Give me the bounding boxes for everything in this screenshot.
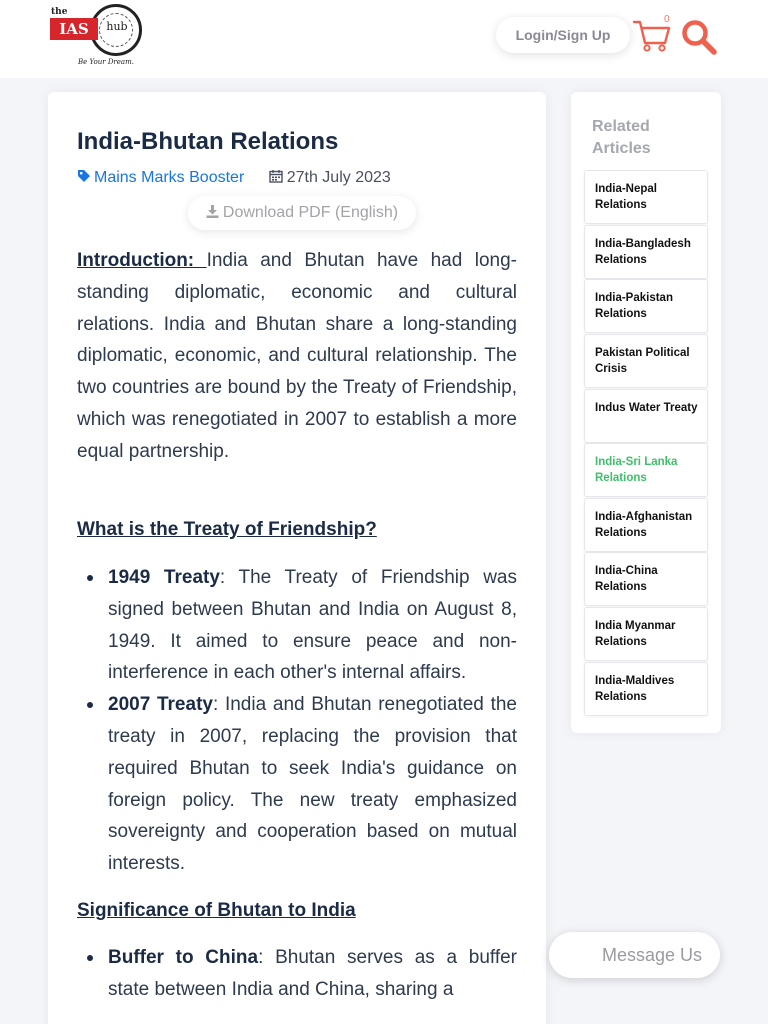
related-articles-title: Related Articles <box>592 118 651 157</box>
related-item-india-bangladesh[interactable]: India-Bangladesh Relations <box>584 225 708 279</box>
list-item <box>77 942 517 1006</box>
introduction-label: Introduction: <box>77 250 207 271</box>
related-articles-panel <box>571 92 721 733</box>
related-item-india-pakistan[interactable]: India-Pakistan Relations <box>584 279 708 333</box>
category-link[interactable]: Mains Marks Booster <box>94 169 245 186</box>
logo-tagline: Be Your Dream. <box>78 58 134 66</box>
related-item-india-myanmar[interactable]: India Myanmar Relations <box>584 607 708 661</box>
list-item-title: 1949 Treaty <box>108 567 220 588</box>
significance-heading: Significance of Bhutan to India <box>77 900 356 921</box>
cart-count-badge: 0 <box>664 14 670 25</box>
article-date: 27th July 2023 <box>286 169 391 186</box>
introduction-text: India and Bhutan have had long-standing diplomatic, economic and cultural relations. India and Bhutan share a long-standing diplomatic, economic, and cultural relationship. The two countries are bound by the Treaty of Friendship, which was renegotiated in 2007 to establish a more equal partnership. <box>77 250 517 462</box>
download-pdf-label: Download PDF (English) <box>222 204 399 221</box>
list-item-text: : India and Bhutan renegotiated the treaty in 2007, replacing the provision that required Bhutan to seek India's guidance on foreign policy. The new treaty emphasized sovereignty and cooperation based on mutual interests. <box>108 694 517 875</box>
logo-the-text: the <box>51 7 68 17</box>
article-card <box>48 92 546 1024</box>
calendar-icon <box>269 169 283 183</box>
search-icon[interactable] <box>680 18 718 56</box>
login-signup-button[interactable]: Login/Sign Up <box>496 17 630 53</box>
list-item <box>77 689 517 880</box>
related-item-india-maldives[interactable]: India-Maldives Relations <box>584 662 708 716</box>
significance-list <box>77 942 517 1006</box>
related-item-india-sri-lanka[interactable]: India-Sri Lanka Relations <box>584 443 708 497</box>
message-us-button[interactable]: Message Us <box>549 932 720 978</box>
related-item-india-nepal[interactable]: India-Nepal Relations <box>584 170 708 224</box>
logo-hub-text: hub <box>106 20 128 33</box>
introduction-paragraph <box>77 245 517 468</box>
related-item-india-china[interactable]: India-China Relations <box>584 552 708 606</box>
related-item-indus-water-treaty[interactable]: Indus Water Treaty <box>584 389 708 443</box>
related-item-pakistan-political-crisis[interactable]: Pakistan Political Crisis <box>584 334 708 388</box>
treaty-heading: What is the Treaty of Friendship? <box>77 519 377 540</box>
treaty-list <box>77 562 517 880</box>
article-meta <box>77 169 391 189</box>
list-item <box>77 562 517 689</box>
site-header <box>0 0 768 78</box>
download-icon <box>206 205 219 218</box>
list-item-title: 2007 Treaty <box>108 694 213 716</box>
list-item-text: : The Treaty of Friendship was signed between Bhutan and India on August 8, 1949. It aimed to ensure peace and non-interference in each other's internal affairs. <box>108 567 517 684</box>
site-logo[interactable] <box>48 4 148 70</box>
download-pdf-button[interactable] <box>188 196 416 230</box>
tag-icon <box>77 169 91 183</box>
logo-ias-text: IAS <box>50 18 98 40</box>
related-item-india-afghanistan[interactable]: India-Afghanistan Relations <box>584 498 708 552</box>
list-item-title: Buffer to China <box>108 947 259 968</box>
article-title: India-Bhutan Relations <box>77 128 339 155</box>
list-item-text: : Bhutan serves as a buffer state between India and China, sharing a <box>108 947 517 1000</box>
